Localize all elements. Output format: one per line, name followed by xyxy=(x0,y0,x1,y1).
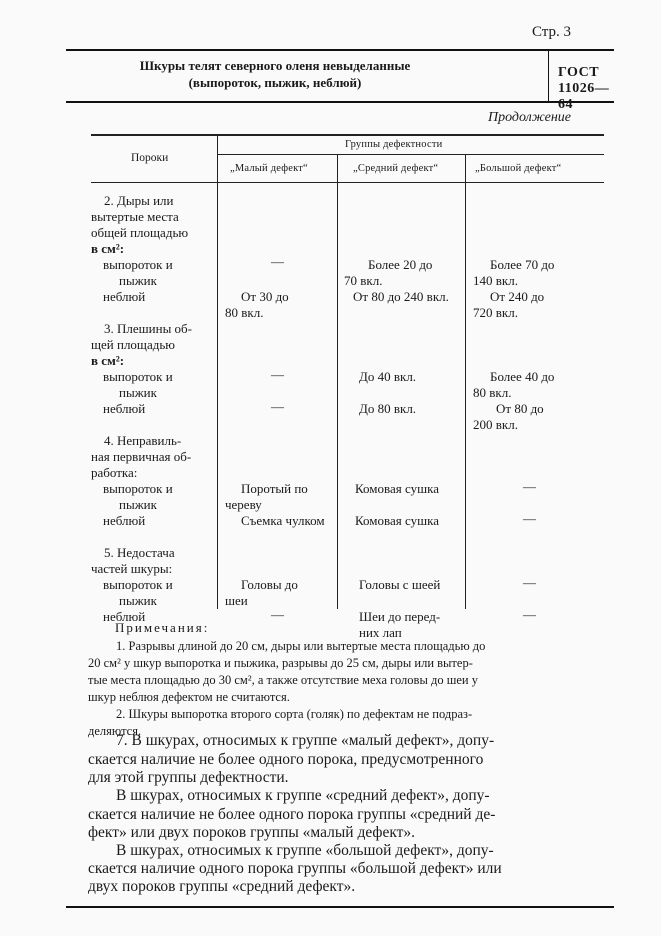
sec4-nebl: неблюй xyxy=(103,513,146,528)
header-groups: Группы дефектности xyxy=(345,139,443,150)
r2b-large-2: 720 вкл. xyxy=(473,305,518,320)
col-divider-2 xyxy=(337,154,338,609)
para-7-line-2: скается наличие не более одного порока, предусмотренного xyxy=(88,751,484,768)
bottom-rule xyxy=(66,906,614,908)
title-line-2: (выпороток, пыжик, неблюй) xyxy=(188,75,362,90)
sec2-line4: в см²: xyxy=(91,241,125,256)
note-2-line-1: 2. Шкуры выпоротка второго сорта (голяк) по дефектам не подраз- xyxy=(116,707,473,721)
r5b-med-2: них лап xyxy=(359,625,402,640)
sec5-nebl: неблюй xyxy=(103,609,146,624)
r3a-large-1: Более 40 до xyxy=(490,369,555,384)
r5b-large: — xyxy=(523,607,536,622)
r5a-small-1: Головы до xyxy=(241,577,298,592)
para-8-line-1: В шкурах, относимых к группе «средний дефект», допу- xyxy=(116,787,490,804)
r5a-small-2: шеи xyxy=(225,593,248,608)
sec4-vyp: выпороток и xyxy=(103,481,173,496)
r3b-med: До 80 вкл. xyxy=(359,401,417,416)
r2b-med: От 80 до 240 вкл. xyxy=(353,289,449,304)
sec3-line2: щей площадью xyxy=(91,337,175,352)
r5b-med-1: Шеи до перед- xyxy=(359,609,441,624)
page-number: Стр. 3 xyxy=(532,24,572,40)
r3b-large-2: 200 вкл. xyxy=(473,417,518,432)
header-defects: Пороки xyxy=(131,152,169,164)
title-line-1: Шкуры телят северного оленя невыделанные xyxy=(139,58,411,73)
r2a-med-2: 70 вкл. xyxy=(344,273,383,288)
para-9-line-1: В шкурах, относимых к группе «большой дефект», допу- xyxy=(116,842,494,859)
document-header xyxy=(66,49,614,112)
sec5-vyp: выпороток и xyxy=(103,577,173,592)
para-9-line-3: двух пороков группы «средний дефект». xyxy=(88,878,356,895)
r2a-med-1: Более 20 до xyxy=(368,257,433,272)
para-7-line-3: для этой группы дефектности. xyxy=(88,769,289,786)
r3b-small: — xyxy=(271,399,284,414)
sec2-line3: общей площадью xyxy=(91,225,189,240)
sec3-line1: 3. Плешины об- xyxy=(104,321,192,336)
gost-number: ГОСТ 11026—64 xyxy=(558,65,610,112)
sec4-pyzh: пыжик xyxy=(119,497,157,512)
para-9-line-2: скается наличие одного порока группы «большой дефект» или xyxy=(88,860,502,877)
r5a-med: Головы с шеей xyxy=(359,577,441,592)
para-8-line-2: скается наличие не более одного порока группы «средний де- xyxy=(88,806,496,823)
r2a-large-2: 140 вкл. xyxy=(473,273,518,288)
r3a-small: — xyxy=(271,367,284,382)
sec2-line2: вытертые места xyxy=(91,209,179,224)
r3a-med: До 40 вкл. xyxy=(359,369,417,384)
r5a-large: — xyxy=(523,575,536,590)
r4b-large: — xyxy=(523,511,536,526)
sec4-line3: работка: xyxy=(91,465,138,480)
sec5-line2: частей шкуры: xyxy=(91,561,173,576)
r4a-large: — xyxy=(523,479,536,494)
r4b-med: Комовая сушка xyxy=(355,513,439,528)
sec5-line1: 5. Недостача xyxy=(104,545,175,560)
note-1-line-1: 1. Разрывы длиной до 20 см, дыры или вытертые места площадью до xyxy=(116,639,486,653)
r3b-large-1: От 80 до xyxy=(496,401,544,416)
header-large-defect: „Большой дефект“ xyxy=(475,163,562,174)
notes-title: Примечания: xyxy=(115,620,210,635)
col-divider-3 xyxy=(465,154,466,609)
sec3-nebl: неблюй xyxy=(103,401,146,416)
r2b-small-1: От 30 до xyxy=(241,289,289,304)
sec2-line1: 2. Дыры или xyxy=(104,193,174,208)
sec4-line2: ная первичная об- xyxy=(91,449,192,464)
sec5-pyzh: пыжик xyxy=(119,593,157,608)
note-1-line-3: тые места площадью до 30 см², а также отсутствие меха головы до шеи у xyxy=(88,673,478,687)
header-separator xyxy=(548,51,549,101)
r3a-large-2: 80 вкл. xyxy=(473,385,512,400)
r4a-small-1: Поротый по xyxy=(241,481,308,496)
para-8-line-3: фект» или двух пороков группы «малый дефект». xyxy=(88,824,416,841)
sec2-vyp: выпороток и xyxy=(103,257,173,272)
r4b-small: Съемка чулком xyxy=(241,513,325,528)
r2a-small: — xyxy=(271,254,284,269)
header-bottom-rule xyxy=(91,182,604,183)
sec4-line1: 4. Неправиль- xyxy=(104,433,182,448)
r2b-large-1: От 240 до xyxy=(490,289,545,304)
r5b-small: — xyxy=(271,607,284,622)
r4a-small-2: череву xyxy=(225,497,262,512)
sec2-pyzh: пыжик xyxy=(119,273,157,288)
note-1-line-4: шкур неблюя дефектом не считаются. xyxy=(88,690,290,704)
sec3-pyzh: пыжик xyxy=(119,385,157,400)
header-small-defect: „Малый дефект“ xyxy=(230,163,308,174)
standard-title xyxy=(66,57,484,91)
col-divider-1 xyxy=(217,134,218,609)
table-top-rule xyxy=(91,134,604,136)
continuation-label: Продолжение xyxy=(488,110,571,125)
sec3-line3: в см²: xyxy=(91,353,125,368)
sec3-vyp: выпороток и xyxy=(103,369,173,384)
note-2-line-2: деляются. xyxy=(88,724,142,738)
r2b-small-2: 80 вкл. xyxy=(225,305,264,320)
sec2-nebl: неблюй xyxy=(103,289,146,304)
r4a-med: Комовая сушка xyxy=(355,481,439,496)
r2a-large-1: Более 70 до xyxy=(490,257,555,272)
para-7-line-1: 7. В шкурах, относимых к группе «малый дефект», допу- xyxy=(116,732,495,749)
note-1-line-2: 20 см² у шкур выпоротка и пыжика, разрывы до 25 см, дыры или вытер- xyxy=(88,656,473,670)
group-header-rule xyxy=(218,154,604,155)
header-medium-defect: „Средний дефект“ xyxy=(353,163,439,174)
